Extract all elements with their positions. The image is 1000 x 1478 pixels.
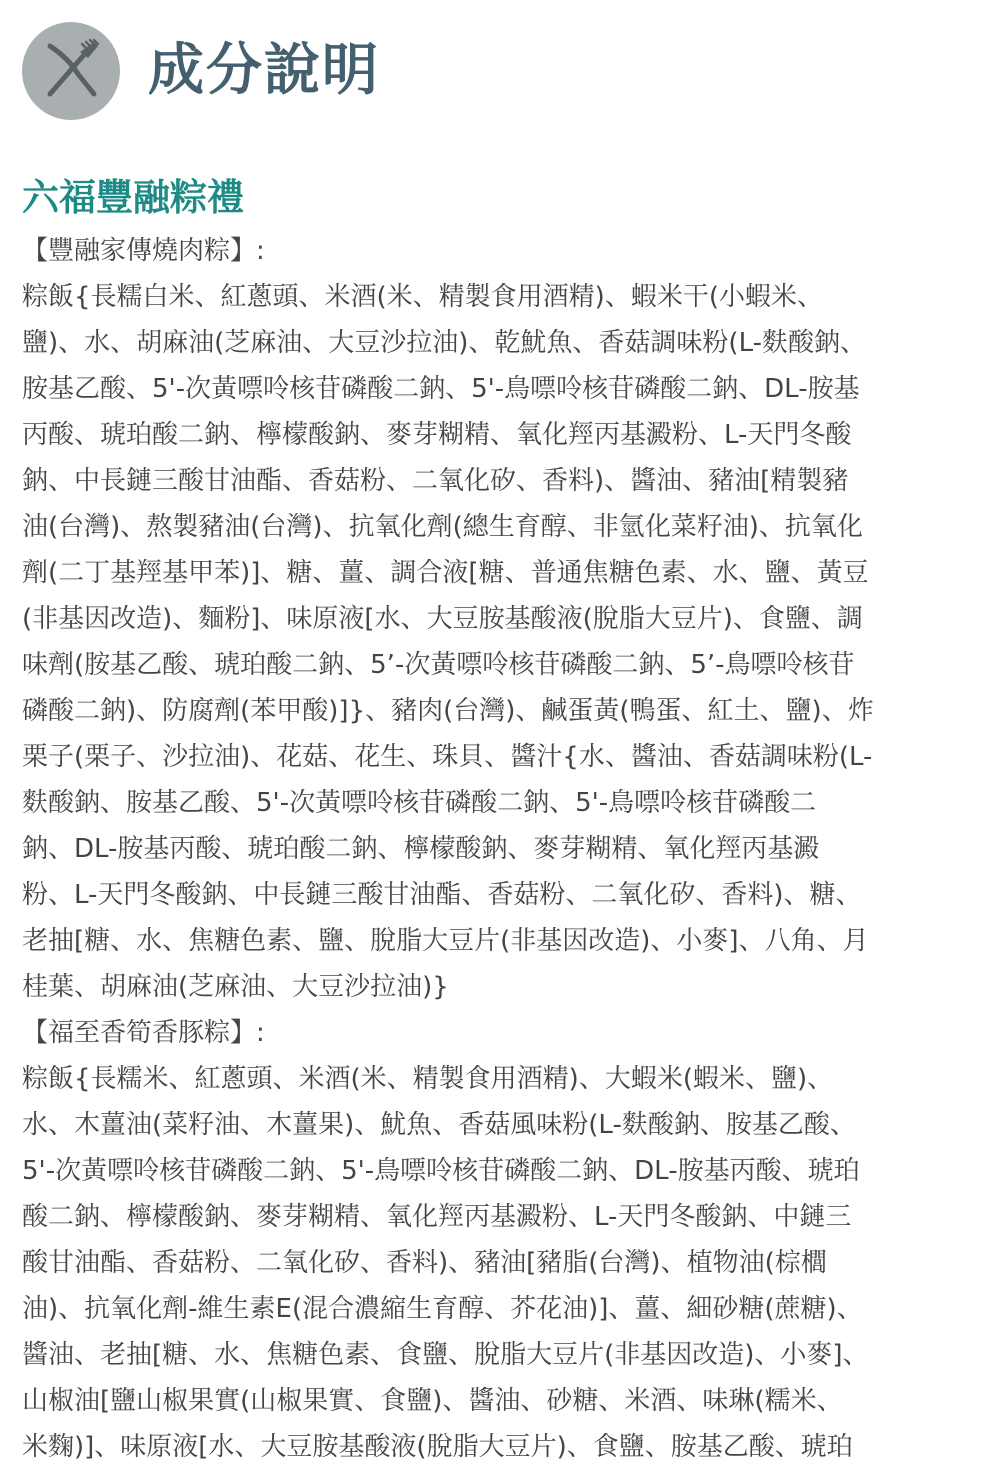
ingredient-line: 磷酸二鈉)、防腐劑(苯甲酸)]}、豬肉(台灣)、鹹蛋黃(鴨蛋、紅土、鹽)、炸 [22,696,874,726]
product-name: 六福豐融粽禮 [22,176,244,219]
fork-knife-icon [22,22,120,120]
ingredient-line: 米麴)]、味原液[水、大豆胺基酸液(脫脂大豆片)、食鹽、胺基乙酸、琥珀 [22,1432,853,1462]
ingredient-line: 油(台灣)、熬製豬油(台灣)、抗氧化劑(總生育醇、非氫化菜籽油)、抗氧化 [22,512,863,542]
ingredient-line: 桂葉、胡麻油(芝麻油、大豆沙拉油)} [22,972,449,1002]
ingredient-line: 味劑(胺基乙酸、琥珀酸二鈉、5’-次黃嘌呤核苷磷酸二鈉、5’-鳥嘌呤核苷 [22,650,855,680]
ingredient-line: 醬油、老抽[糖、水、焦糖色素、食鹽、脫脂大豆片(非基因改造)、小麥]、 [22,1340,869,1370]
ingredient-line: 水、木薑油(菜籽油、木薑果)、魷魚、香菇風味粉(L-麩酸鈉、胺基乙酸、 [22,1110,856,1140]
ingredient-line: 胺基乙酸、5'-次黃嘌呤核苷磷酸二鈉、5'-鳥嘌呤核苷磷酸二鈉、DL-胺基 [22,374,860,404]
ingredients-roast-pork [22,274,982,1010]
ingredient-line: 鹽)、水、胡麻油(芝麻油、大豆沙拉油)、乾魷魚、香菇調味粉(L-麩酸鈉、 [22,328,866,358]
ingredient-line: 麩酸鈉、胺基乙酸、5'-次黃嘌呤核苷磷酸二鈉、5'-鳥嘌呤核苷磷酸二 [22,788,817,818]
ingredient-line: (非基因改造)、麵粉]、味原液[水、大豆胺基酸液(脫脂大豆片)、食鹽、調 [22,604,863,634]
item-heading-bamboo-pork: 【福至香筍香豚粽】: [22,1018,265,1048]
page-title: 成分說明 [148,38,380,103]
ingredient-line: 鈉、中長鏈三酸甘油酯、香菇粉、二氧化矽、香料)、醬油、豬油[精製豬 [22,466,849,496]
section-header [22,22,380,120]
ingredient-line: 粽飯{長糯白米、紅蔥頭、米酒(米、精製食用酒精)、蝦米干(小蝦米、 [22,282,823,312]
ingredient-line: 丙酸、琥珀酸二鈉、檸檬酸鈉、麥芽糊精、氧化羥丙基澱粉、L-天門冬酸 [22,420,852,450]
ingredient-line: 老抽[糖、水、焦糖色素、鹽、脫脂大豆片(非基因改造)、小麥]、八角、月 [22,926,869,956]
ingredient-line: 鈉、DL-胺基丙酸、琥珀酸二鈉、檸檬酸鈉、麥芽糊精、氧化羥丙基澱 [22,834,820,864]
ingredients-bamboo-pork [22,1056,982,1470]
ingredient-line: 粉、L-天門冬酸鈉、中長鏈三酸甘油酯、香菇粉、二氧化矽、香料)、糖、 [22,880,862,910]
item-heading-roast-pork: 【豐融家傳燒肉粽】: [22,236,265,266]
ingredient-content [22,168,982,1470]
ingredient-line: 山椒油[鹽山椒果實(山椒果實、食鹽)、醬油、砂糖、米酒、味琳(糯米、 [22,1386,843,1416]
ingredient-line: 酸二鈉、檸檬酸鈉、麥芽糊精、氧化羥丙基澱粉、L-天門冬酸鈉、中鏈三 [22,1202,852,1232]
fork-knife-icon-graphic [36,36,106,106]
ingredient-line: 酸甘油酯、香菇粉、二氧化矽、香料)、豬油[豬脂(台灣)、植物油(棕櫚 [22,1248,827,1278]
ingredient-line: 5'-次黃嘌呤核苷磷酸二鈉、5'-鳥嘌呤核苷磷酸二鈉、DL-胺基丙酸、琥珀 [22,1156,860,1186]
ingredient-line: 粽飯{長糯米、紅蔥頭、米酒(米、精製食用酒精)、大蝦米(蝦米、鹽)、 [22,1064,834,1094]
ingredient-line: 油)、抗氧化劑-維生素E(混合濃縮生育醇、芥花油)]、薑、細砂糖(蔗糖)、 [22,1294,863,1324]
ingredient-line: 栗子(栗子、沙拉油)、花菇、花生、珠貝、醬汁{水、醬油、香菇調味粉(L- [22,742,873,772]
ingredient-line: 劑(二丁基羥基甲苯)]、糖、薑、調合液[糖、普通焦糖色素、水、鹽、黃豆 [22,558,869,588]
